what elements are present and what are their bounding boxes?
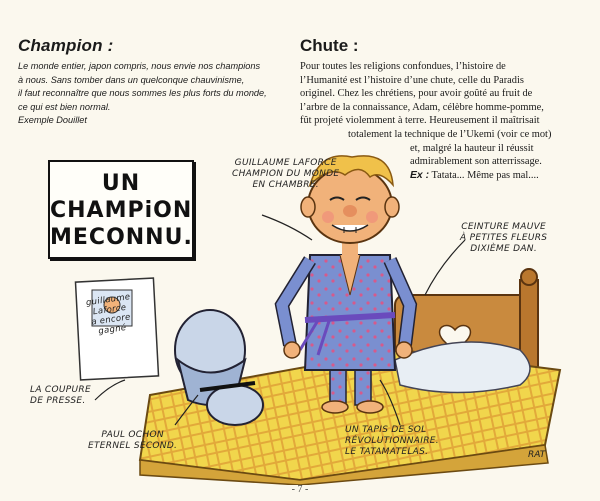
chute-title: Chute : (300, 36, 359, 55)
champion-line: à nous. Sans tomber dans un quelconque chauvinisme, (18, 74, 245, 85)
chute-line: Pour toutes les religions confondues, l’histoire de (300, 61, 506, 72)
champion-line: ce qui est bien normal. (18, 101, 111, 112)
sign-line: MECONNU. (50, 225, 193, 250)
champion-text (18, 60, 288, 128)
chute-line: fût projeté violemment à terre. Heureusement il maîtrisait (300, 115, 540, 127)
champion-section (18, 36, 288, 128)
chute-line: l’arbre de la connaissance, Adam, célèbre homme-pomme, (300, 101, 544, 113)
champion-line: il faut reconnaître que nous sommes les plus forts du monde, (18, 88, 267, 99)
caption-guillaume: GUILLAUME LAFORCE CHAMPION DU MONDE EN CHAMBRE. (232, 158, 340, 190)
champion-line: Le monde entier, japon compris, nous envie nos champions (18, 61, 261, 71)
caption-ceinture: CEINTURE MAUVE À PETITES FLEURS DIXIÈME DAN. (460, 222, 548, 254)
champion-title: Champion : (18, 36, 114, 55)
chute-line: admirablement son atterrissage. (410, 156, 542, 168)
sign-text (50, 170, 192, 251)
sign-champion-meconnu (48, 160, 194, 259)
champion-example: Exemple Douillet (18, 115, 87, 126)
chute-line: l’Humanité est l’histoire d’une chute, celle du Paradis (300, 74, 524, 86)
caption-coupure: LA COUPURE DE PRESSE. (30, 385, 91, 406)
example-label: Ex : (410, 169, 430, 181)
chute-line: totalement la technique de l’Ukemi (voir ce mot) (348, 128, 552, 140)
clipping-headline: guillaume Laforce a encore gagné (85, 292, 132, 337)
caption-tapis: UN TAPIS DE SOL RÉVOLUTIONNAIRE. LE TATAMATELAS. (345, 425, 439, 457)
sign-line: CHAMPiON (50, 198, 193, 223)
page-number: - 7 - (291, 484, 309, 495)
example-text: Tatata... Même pas mal.... (431, 169, 539, 181)
chute-line: originel. Chez les chrétiens, pour avoir goûté au fruit de (300, 88, 533, 100)
chute-line: et, malgré la hauteur il réussit (410, 142, 534, 154)
artist-signature: RAT (528, 450, 546, 460)
sign-line: UN (101, 171, 141, 196)
caption-paul-ochon: PAUL OCHON ETERNEL SECOND. (88, 430, 178, 451)
